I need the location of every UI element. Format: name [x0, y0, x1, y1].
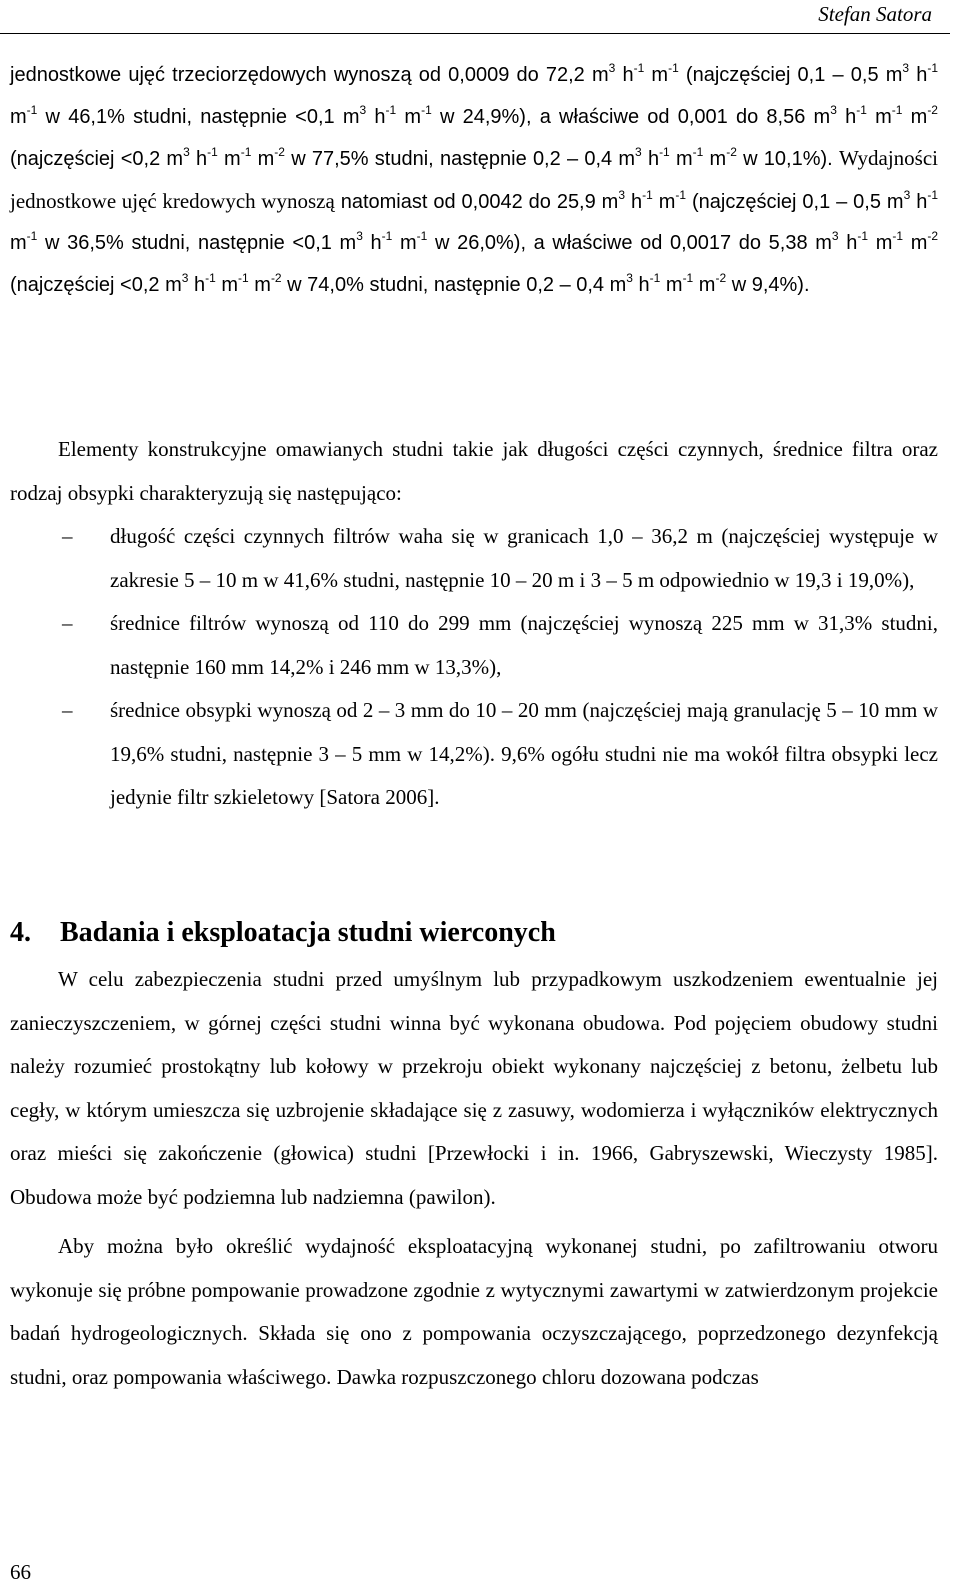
- list-item: – długość części czynnych filtrów waha się w granicach 1,0 – 36,2 m (najczęściej występuje w zakresie 5 – 10 m w 41,6% studni, następnie 10 – 20 m i 3 – 5 m odpowiednio w 19,3 i 19,0%),: [10, 515, 938, 602]
- intro-line-4: 0,2 – 0,4 $m^3$ $h^{-1}$ $m^{-1}$ $m^{-2}$ w 10,1%). Wydajności jednostkowe ujęć kredowych wynoszą: [10, 145, 939, 213]
- intro-line-6: następnie <0,1 $m^3$ $h^{-1}$ $m^{-1}$ w 26,0%), a właściwe od 0,0017 do 5,38 $m^3$ $h^{-1}$ $m^{-1}$ $m^{-2}$: [198, 229, 939, 255]
- list-item: – średnice obsypki wynoszą od 2 – 3 mm do 10 – 20 mm (najczęściej mają granulację 5 – 10 mm w 19,6% studni, następnie 3 – 5 mm w 14,2%). 9,6% ogółu studni nie ma wokół filtra obsypki lecz jedynie filtr szkieletowy [Satora 2006].: [10, 689, 938, 820]
- running-header-author: Stefan Satora: [818, 2, 932, 26]
- section-body: [10, 958, 938, 1399]
- intro-paragraph: [10, 55, 938, 307]
- intro-line-8: 9,4%).: [751, 273, 810, 296]
- list-item: – średnice filtrów wynoszą od 110 do 299 mm (najczęściej wynoszą 225 mm w 31,3% studni, następnie 160 mm 14,2% i 246 mm w 13,3%),: [10, 602, 938, 689]
- intro-line-2: 0,1 – 0,5 $m^3$ $h^{-1}$ $m^{-1}$ w 46,1% studni, następnie <0,1 $m^3$ $h^{-1}$ $m^{-1}$ w 24,9%), a właściwe od: [10, 61, 939, 128]
- dash-marker: –: [62, 611, 73, 635]
- body-paragraph: W celu zabezpieczenia studni przed umyślnym lub przypadkowym uszkodzeniem ewentualnie jej zanieczyszczeniem, w górnej części studni winna być wykonana obudowa. Pod pojęciem obudowy studni należy rozumieć prostokątny lub kołowy w przekroju obiekt wykonany najczęściej z betonu, żelbetu lub cegły, w którym umieszcza się uzbrojenie składające się z zasuwy, wodomierza i wyłączników elektrycznych oraz mieści się zakończenie (głowica) studni [Przewłocki i in. 1966, Gabryszewski, Wieczysty 1985]. Obudowa może być podziemna lub nadziemna (pawilon).: [10, 967, 938, 1209]
- dash-marker: –: [62, 698, 73, 722]
- elements-paragraph: [10, 428, 938, 820]
- intro-line-1: jednostkowe ujęć trzeciorzędowych wynoszą od 0,0009 do 72,2 $m^3$ $h^{-1}$ $m^{-1}$ (najczęściej: [10, 61, 791, 86]
- dash-marker: –: [62, 524, 73, 548]
- section-heading: [10, 913, 938, 953]
- section-number: 4.: [10, 917, 31, 948]
- body-paragraph: Aby można było określić wydajność eksploatacyjną wykonanej studni, po zafiltrowaniu otworu wykonuje się próbne pompowanie prowadzone zgodnie z wytycznymi zawartymi w zatwierdzonym projekcie badań hydrogeologicznych. Składa się ono z pompowania oczyszczającego, poprzedzonego dezynfekcją studni, oraz pompowania właściwego. Dawka rozpuszczonego chloru dozowana podczas: [10, 1234, 938, 1389]
- page-number: 66: [10, 1560, 31, 1584]
- elements-list: [10, 515, 938, 820]
- elements-intro: Elementy konstrukcyjne omawianych studni takie jak długości części czynnych, średnice filtra oraz rodzaj obsypki charakteryzują się następująco:: [10, 437, 938, 505]
- section-title: Badania i eksploatacja studni wierconych: [60, 917, 556, 948]
- intro-line-7: (najczęściej <0,2 $m^3$ $h^{-1}$ $m^{-1}$ $m^{-2}$ w 74,0% studni, następnie 0,2 – 0,4 $m^3$ $h^{-1}$ $m^{-1}$ $m^{-2}$ w: [10, 270, 747, 296]
- intro-line-5: natomiast od 0,0042 do 25,9 $m^3$ $h^{-1}$ $m^{-1}$ (najczęściej 0,1 – 0,5 $m^3$ $h^{-1}$ $m^{-1}$ w 36,5% studni,: [10, 187, 939, 255]
- header-rule: [0, 33, 950, 34]
- intro-line-3: 0,001 do 8,56 $m^3$ $h^{-1}$ $m^{-1}$ $m^{-2}$ (najczęściej <0,2 $m^3$ $h^{-1}$ $m^{-1}$ $m^{-2}$ w 77,5% studni, następnie: [10, 102, 938, 171]
